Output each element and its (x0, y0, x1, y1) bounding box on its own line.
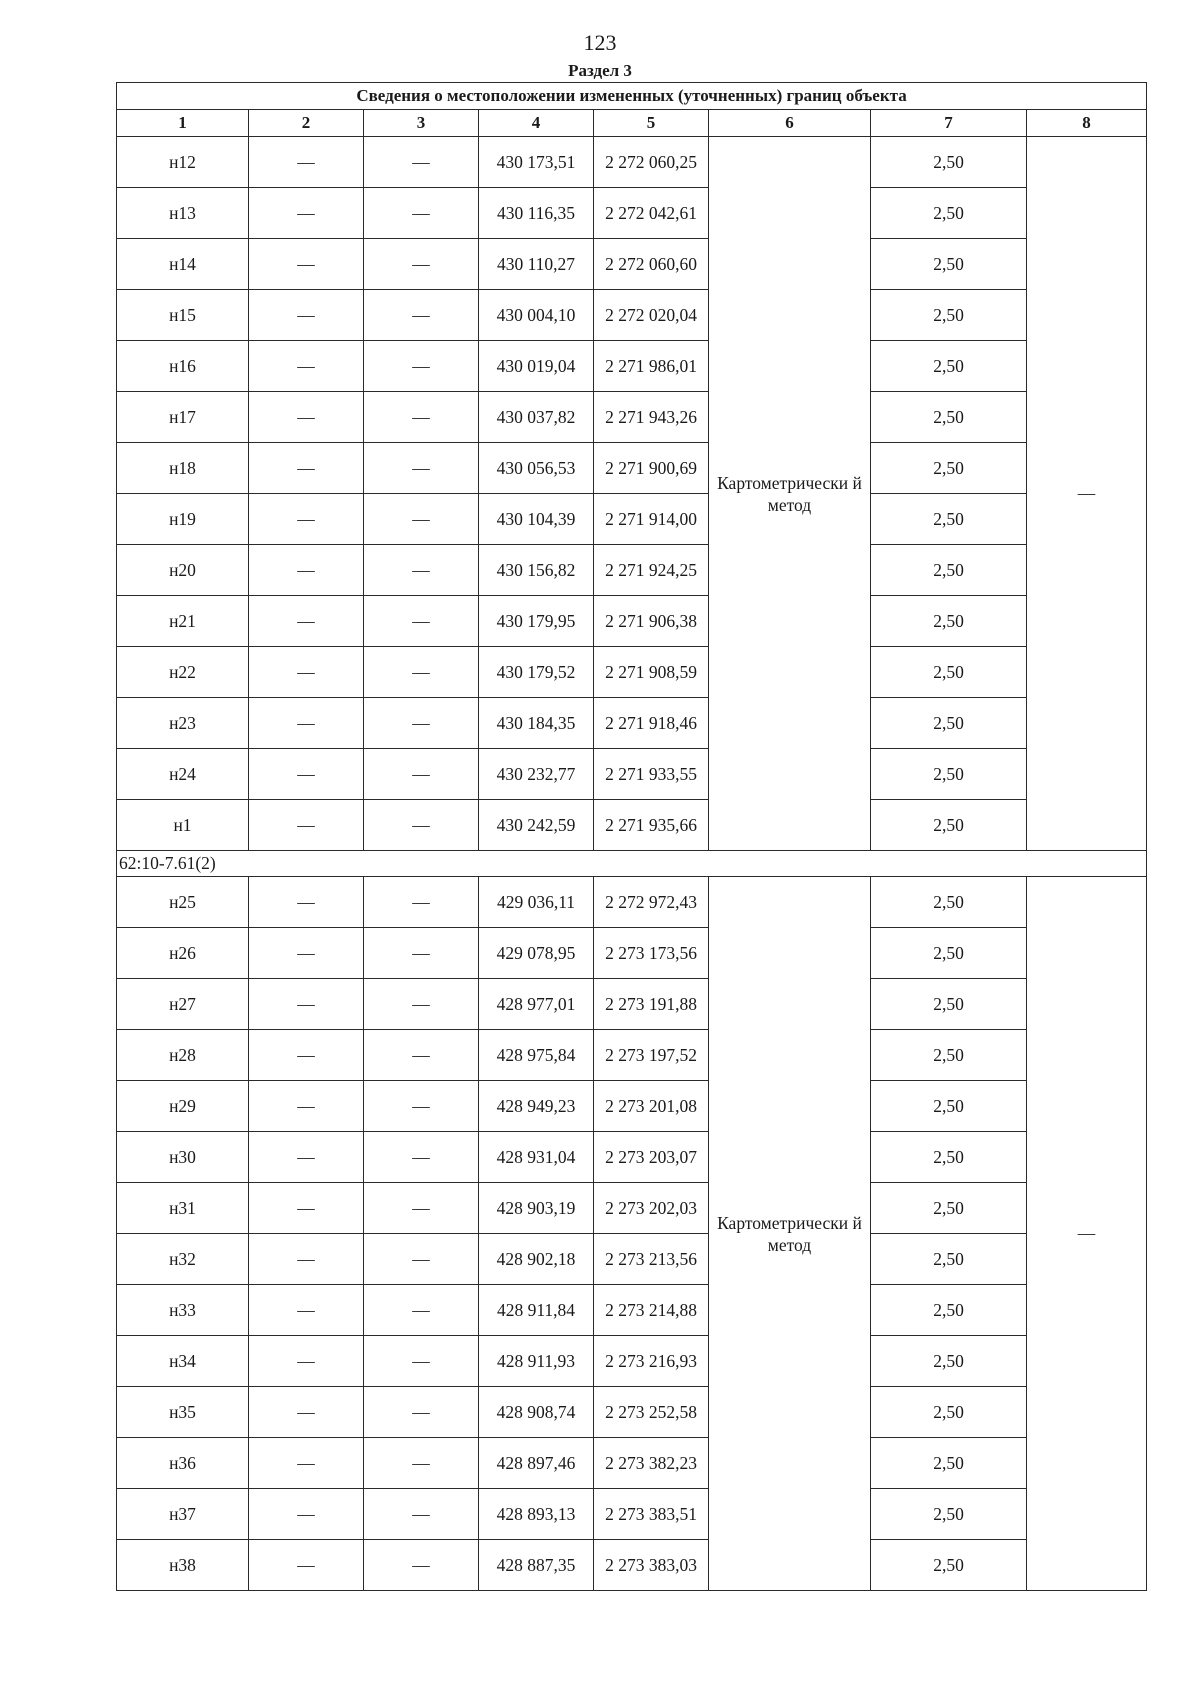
column-3-cell: — (364, 877, 479, 928)
point-name-cell: н37 (117, 1489, 249, 1540)
x-coordinate-cell: 429 036,11 (479, 877, 594, 928)
accuracy-cell: 2,50 (871, 1132, 1027, 1183)
column-3-cell: — (364, 137, 479, 188)
y-coordinate-cell: 2 273 252,58 (594, 1387, 709, 1438)
point-name-cell: н21 (117, 596, 249, 647)
x-coordinate-cell: 428 893,13 (479, 1489, 594, 1540)
y-coordinate-cell: 2 273 214,88 (594, 1285, 709, 1336)
column-2-cell: — (249, 392, 364, 443)
accuracy-cell: 2,50 (871, 1438, 1027, 1489)
accuracy-cell: 2,50 (871, 647, 1027, 698)
column-3-cell: — (364, 443, 479, 494)
column-3-cell: — (364, 647, 479, 698)
table-row (117, 1540, 1147, 1591)
x-coordinate-cell: 430 056,53 (479, 443, 594, 494)
y-coordinate-cell: 2 271 906,38 (594, 596, 709, 647)
accuracy-cell: 2,50 (871, 877, 1027, 928)
accuracy-cell: 2,50 (871, 698, 1027, 749)
coordinates-table (116, 82, 1147, 1591)
column-2-cell: — (249, 1285, 364, 1336)
x-coordinate-cell: 428 931,04 (479, 1132, 594, 1183)
column-2-cell: — (249, 979, 364, 1030)
y-coordinate-cell: 2 273 383,51 (594, 1489, 709, 1540)
column-3-cell: — (364, 188, 479, 239)
table-row (117, 647, 1147, 698)
column-3-cell: — (364, 1183, 479, 1234)
column-3-cell: — (364, 290, 479, 341)
x-coordinate-cell: 430 179,95 (479, 596, 594, 647)
column-2-cell: — (249, 290, 364, 341)
x-coordinate-cell: 430 179,52 (479, 647, 594, 698)
column-2-cell: — (249, 877, 364, 928)
point-name-cell: н12 (117, 137, 249, 188)
column-3-cell: — (364, 1336, 479, 1387)
column-2-cell: — (249, 596, 364, 647)
column-3-cell: — (364, 1081, 479, 1132)
column-3-cell: — (364, 749, 479, 800)
table-row (117, 749, 1147, 800)
column-3-cell: — (364, 1489, 479, 1540)
accuracy-cell: 2,50 (871, 1285, 1027, 1336)
x-coordinate-cell: 428 949,23 (479, 1081, 594, 1132)
y-coordinate-cell: 2 273 197,52 (594, 1030, 709, 1081)
y-coordinate-cell: 2 273 382,23 (594, 1438, 709, 1489)
table-row (117, 596, 1147, 647)
point-name-cell: н30 (117, 1132, 249, 1183)
column-header: 4 (479, 110, 594, 137)
x-coordinate-cell: 428 911,93 (479, 1336, 594, 1387)
point-name-cell: н1 (117, 800, 249, 851)
table-row (117, 290, 1147, 341)
point-name-cell: н35 (117, 1387, 249, 1438)
x-coordinate-cell: 430 110,27 (479, 239, 594, 290)
point-name-cell: н16 (117, 341, 249, 392)
column-2-cell: — (249, 1132, 364, 1183)
page-number: 123 (583, 30, 617, 55)
accuracy-cell: 2,50 (871, 1234, 1027, 1285)
accuracy-cell: 2,50 (871, 392, 1027, 443)
table-row (117, 1285, 1147, 1336)
point-name-cell: н36 (117, 1438, 249, 1489)
column-header: 3 (364, 110, 479, 137)
table-row (117, 239, 1147, 290)
column-8-cell: — (1027, 877, 1147, 1591)
column-2-cell: — (249, 494, 364, 545)
point-name-cell: н13 (117, 188, 249, 239)
x-coordinate-cell: 428 975,84 (479, 1030, 594, 1081)
column-2-cell: — (249, 1540, 364, 1591)
table-row (117, 1183, 1147, 1234)
accuracy-cell: 2,50 (871, 1336, 1027, 1387)
x-coordinate-cell: 428 908,74 (479, 1387, 594, 1438)
y-coordinate-cell: 2 271 918,46 (594, 698, 709, 749)
y-coordinate-cell: 2 271 933,55 (594, 749, 709, 800)
column-2-cell: — (249, 928, 364, 979)
x-coordinate-cell: 430 004,10 (479, 290, 594, 341)
section-title: Раздел 3 (568, 61, 632, 80)
x-coordinate-cell: 430 232,77 (479, 749, 594, 800)
column-2-cell: — (249, 443, 364, 494)
y-coordinate-cell: 2 271 924,25 (594, 545, 709, 596)
column-3-cell: — (364, 494, 479, 545)
column-8-cell: — (1027, 137, 1147, 851)
x-coordinate-cell: 428 977,01 (479, 979, 594, 1030)
x-coordinate-cell: 430 173,51 (479, 137, 594, 188)
column-header: 7 (871, 110, 1027, 137)
table-row (117, 341, 1147, 392)
x-coordinate-cell: 428 887,35 (479, 1540, 594, 1591)
x-coordinate-cell: 429 078,95 (479, 928, 594, 979)
accuracy-cell: 2,50 (871, 1081, 1027, 1132)
point-name-cell: н19 (117, 494, 249, 545)
column-3-cell: — (364, 800, 479, 851)
x-coordinate-cell: 430 184,35 (479, 698, 594, 749)
point-name-cell: н15 (117, 290, 249, 341)
accuracy-cell: 2,50 (871, 239, 1027, 290)
table-row (117, 877, 1147, 928)
table-row (117, 1030, 1147, 1081)
column-3-cell: — (364, 545, 479, 596)
table-row (117, 800, 1147, 851)
group-label: 62:10-7.61(2) (117, 851, 1147, 877)
x-coordinate-cell: 430 037,82 (479, 392, 594, 443)
accuracy-cell: 2,50 (871, 1540, 1027, 1591)
y-coordinate-cell: 2 273 191,88 (594, 979, 709, 1030)
column-2-cell: — (249, 1489, 364, 1540)
y-coordinate-cell: 2 273 203,07 (594, 1132, 709, 1183)
point-name-cell: н23 (117, 698, 249, 749)
y-coordinate-cell: 2 271 900,69 (594, 443, 709, 494)
x-coordinate-cell: 430 156,82 (479, 545, 594, 596)
method-cell: Картометрически й метод (709, 137, 871, 851)
accuracy-cell: 2,50 (871, 1030, 1027, 1081)
table-row (117, 545, 1147, 596)
accuracy-cell: 2,50 (871, 928, 1027, 979)
point-name-cell: н27 (117, 979, 249, 1030)
accuracy-cell: 2,50 (871, 494, 1027, 545)
column-2-cell: — (249, 800, 364, 851)
y-coordinate-cell: 2 271 986,01 (594, 341, 709, 392)
point-name-cell: н26 (117, 928, 249, 979)
column-3-cell: — (364, 1438, 479, 1489)
point-name-cell: н24 (117, 749, 249, 800)
accuracy-cell: 2,50 (871, 800, 1027, 851)
column-3-cell: — (364, 341, 479, 392)
column-3-cell: — (364, 392, 479, 443)
column-2-cell: — (249, 341, 364, 392)
x-coordinate-cell: 430 104,39 (479, 494, 594, 545)
column-2-cell: — (249, 749, 364, 800)
column-3-cell: — (364, 698, 479, 749)
y-coordinate-cell: 2 273 201,08 (594, 1081, 709, 1132)
point-name-cell: н34 (117, 1336, 249, 1387)
column-3-cell: — (364, 596, 479, 647)
column-2-cell: — (249, 647, 364, 698)
column-3-cell: — (364, 1132, 479, 1183)
x-coordinate-cell: 430 116,35 (479, 188, 594, 239)
column-header: 8 (1027, 110, 1147, 137)
column-2-cell: — (249, 698, 364, 749)
column-3-cell: — (364, 1540, 479, 1591)
table-row (117, 137, 1147, 188)
y-coordinate-cell: 2 271 908,59 (594, 647, 709, 698)
table-row (117, 698, 1147, 749)
table-header-row (117, 110, 1147, 137)
x-coordinate-cell: 428 897,46 (479, 1438, 594, 1489)
table-row (117, 1234, 1147, 1285)
accuracy-cell: 2,50 (871, 596, 1027, 647)
column-2-cell: — (249, 1387, 364, 1438)
point-name-cell: н38 (117, 1540, 249, 1591)
y-coordinate-cell: 2 272 060,25 (594, 137, 709, 188)
point-name-cell: н14 (117, 239, 249, 290)
y-coordinate-cell: 2 272 972,43 (594, 877, 709, 928)
table-title-row (117, 83, 1147, 110)
accuracy-cell: 2,50 (871, 1387, 1027, 1438)
accuracy-cell: 2,50 (871, 443, 1027, 494)
table-title: Сведения о местоположении измененных (уточненных) границ объекта (117, 83, 1147, 110)
y-coordinate-cell: 2 273 213,56 (594, 1234, 709, 1285)
column-header: 2 (249, 110, 364, 137)
accuracy-cell: 2,50 (871, 979, 1027, 1030)
table-row (117, 443, 1147, 494)
y-coordinate-cell: 2 272 060,60 (594, 239, 709, 290)
table-row (117, 1132, 1147, 1183)
column-3-cell: — (364, 1030, 479, 1081)
table-row (117, 1081, 1147, 1132)
x-coordinate-cell: 430 242,59 (479, 800, 594, 851)
column-2-cell: — (249, 188, 364, 239)
table-row (117, 188, 1147, 239)
column-2-cell: — (249, 137, 364, 188)
accuracy-cell: 2,50 (871, 188, 1027, 239)
column-3-cell: — (364, 1387, 479, 1438)
point-name-cell: н18 (117, 443, 249, 494)
y-coordinate-cell: 2 271 943,26 (594, 392, 709, 443)
y-coordinate-cell: 2 271 914,00 (594, 494, 709, 545)
method-cell: Картометрически й метод (709, 877, 871, 1591)
column-2-cell: — (249, 1081, 364, 1132)
column-3-cell: — (364, 928, 479, 979)
column-3-cell: — (364, 1234, 479, 1285)
x-coordinate-cell: 428 911,84 (479, 1285, 594, 1336)
table-row (117, 1336, 1147, 1387)
table-body (117, 83, 1147, 1591)
accuracy-cell: 2,50 (871, 341, 1027, 392)
x-coordinate-cell: 428 903,19 (479, 1183, 594, 1234)
column-header: 6 (709, 110, 871, 137)
column-3-cell: — (364, 1285, 479, 1336)
table-row (117, 392, 1147, 443)
point-name-cell: н33 (117, 1285, 249, 1336)
column-header: 1 (117, 110, 249, 137)
point-name-cell: н17 (117, 392, 249, 443)
column-2-cell: — (249, 239, 364, 290)
group-label-row (117, 851, 1147, 877)
column-3-cell: — (364, 239, 479, 290)
table-row (117, 494, 1147, 545)
accuracy-cell: 2,50 (871, 1183, 1027, 1234)
table-row (117, 979, 1147, 1030)
x-coordinate-cell: 430 019,04 (479, 341, 594, 392)
accuracy-cell: 2,50 (871, 137, 1027, 188)
y-coordinate-cell: 2 273 202,03 (594, 1183, 709, 1234)
point-name-cell: н25 (117, 877, 249, 928)
y-coordinate-cell: 2 272 020,04 (594, 290, 709, 341)
column-2-cell: — (249, 1183, 364, 1234)
column-2-cell: — (249, 1336, 364, 1387)
point-name-cell: н20 (117, 545, 249, 596)
accuracy-cell: 2,50 (871, 1489, 1027, 1540)
accuracy-cell: 2,50 (871, 749, 1027, 800)
table-row (117, 1489, 1147, 1540)
column-2-cell: — (249, 1030, 364, 1081)
accuracy-cell: 2,50 (871, 290, 1027, 341)
y-coordinate-cell: 2 272 042,61 (594, 188, 709, 239)
accuracy-cell: 2,50 (871, 545, 1027, 596)
point-name-cell: н31 (117, 1183, 249, 1234)
column-2-cell: — (249, 545, 364, 596)
table-row (117, 928, 1147, 979)
column-3-cell: — (364, 979, 479, 1030)
table-row (117, 1387, 1147, 1438)
y-coordinate-cell: 2 273 216,93 (594, 1336, 709, 1387)
table-row (117, 1438, 1147, 1489)
column-header: 5 (594, 110, 709, 137)
x-coordinate-cell: 428 902,18 (479, 1234, 594, 1285)
point-name-cell: н28 (117, 1030, 249, 1081)
point-name-cell: н29 (117, 1081, 249, 1132)
y-coordinate-cell: 2 271 935,66 (594, 800, 709, 851)
column-2-cell: — (249, 1438, 364, 1489)
y-coordinate-cell: 2 273 383,03 (594, 1540, 709, 1591)
point-name-cell: н32 (117, 1234, 249, 1285)
point-name-cell: н22 (117, 647, 249, 698)
column-2-cell: — (249, 1234, 364, 1285)
y-coordinate-cell: 2 273 173,56 (594, 928, 709, 979)
